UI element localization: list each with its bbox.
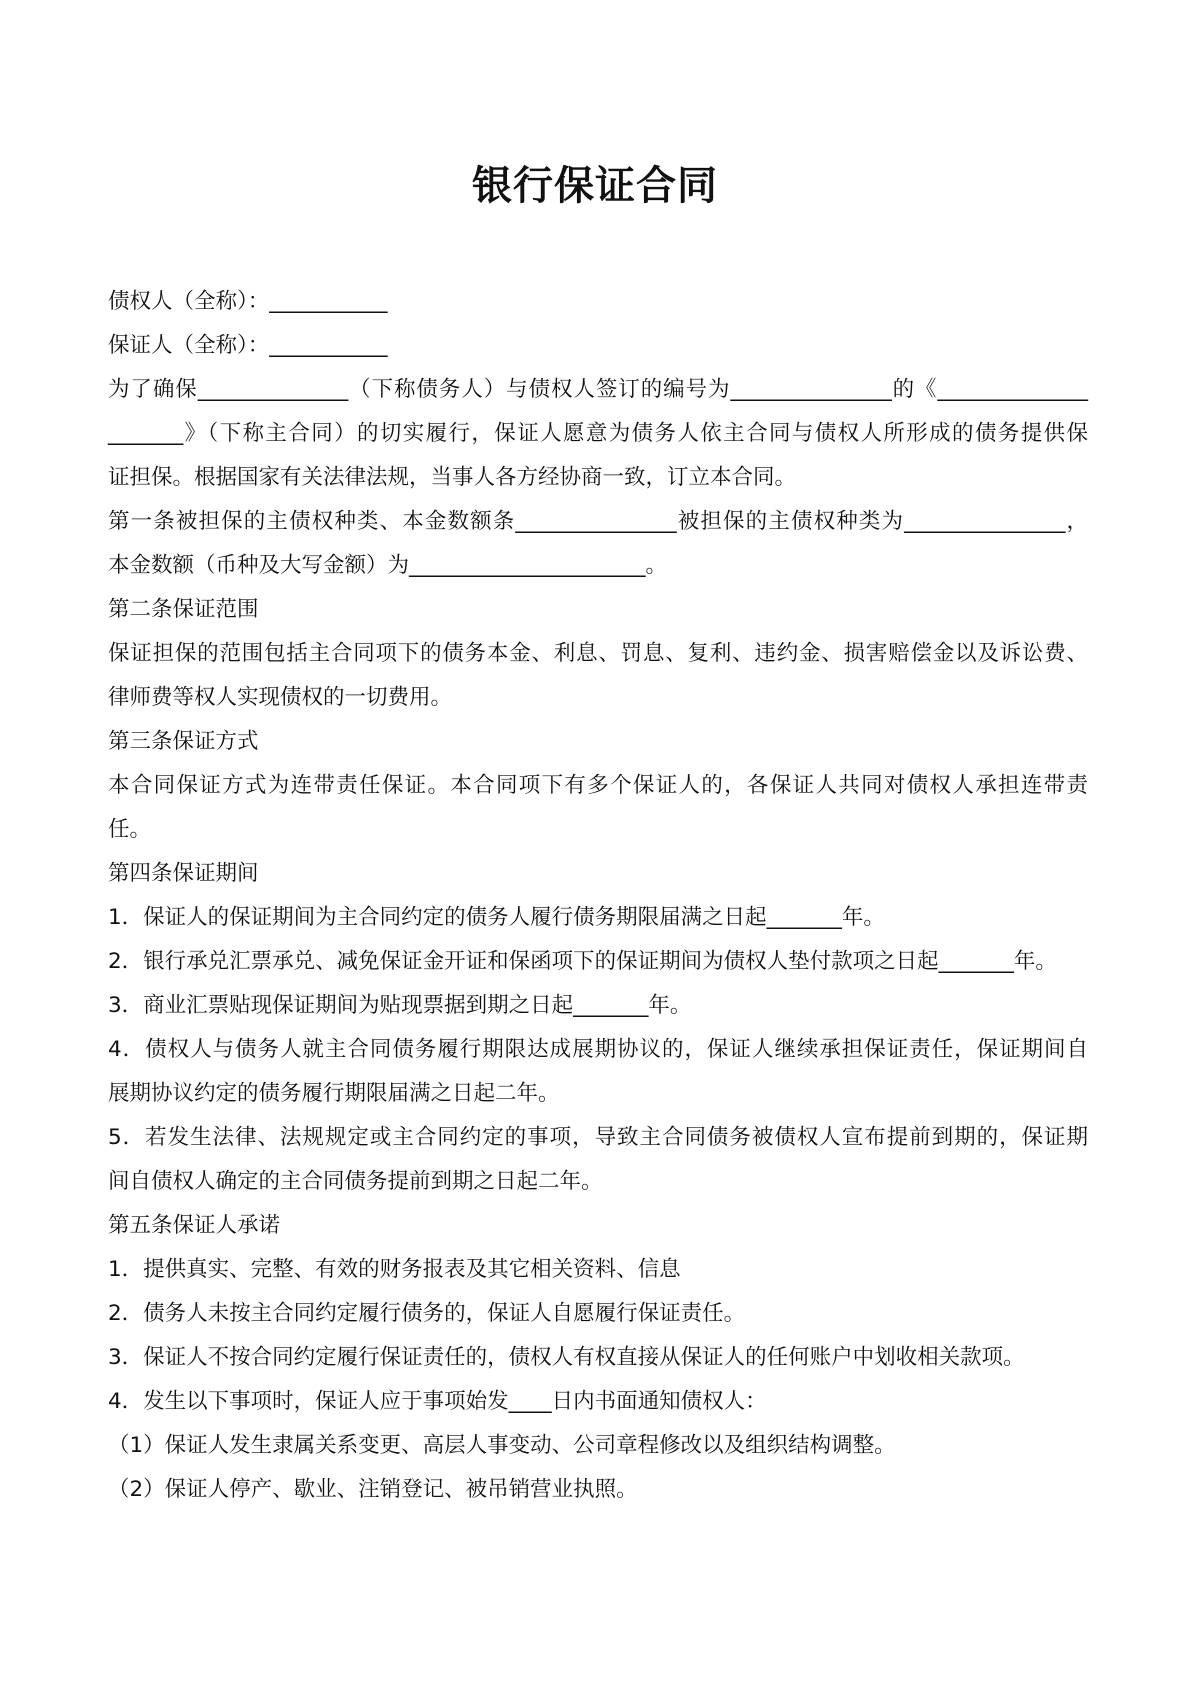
article-5-item: 1．提供真实、完整、有效的财务报表及其它相关资料、信息 (108, 1257, 681, 1282)
article-4-item: 展期协议约定的债务履行期限届满之日起二年。 (108, 1081, 560, 1106)
article-4-item: 5．若发生法律、法规规定或主合同约定的事项，导致主合同债务被债权人宣布提前到期的，保证期 (108, 1125, 1088, 1150)
article-4-item: 间自债权人确定的主合同债务提前到期之日起二年。 (108, 1169, 603, 1194)
article-5-heading: 第五条保证人承诺 (108, 1213, 281, 1238)
article-5-item: 2．债务人未按主合同约定履行债务的，保证人自愿履行保证责任。 (108, 1301, 746, 1326)
article-4-item: 3．商业汇票贴现保证期间为贴现票据到期之日起_______年。 (108, 993, 692, 1018)
article-3-heading: 第三条保证方式 (108, 729, 259, 754)
article-2-line: 保证担保的范围包括主合同项下的债务本金、利息、罚息、复利、违约金、损害赔偿金以及诉讼费、 (108, 641, 1088, 666)
article-2-heading: 第二条保证范围 (108, 597, 259, 622)
article-1-line: 本金数额（币种及大写金额）为______________________。 (108, 553, 668, 578)
guarantor-name-line: 保证人（全称）：___________ (108, 333, 388, 358)
document-body (108, 280, 1088, 1512)
article-3-line: 任。 (108, 817, 152, 842)
article-5-subitem: （2）保证人停产、歇业、注销登记、被吊销营业执照。 (108, 1477, 638, 1502)
article-4-item: 2．银行承兑汇票承兑、减免保证金开证和保函项下的保证期间为债权人垫付款项之日起_______年。 (108, 949, 1057, 974)
article-4-item: 1．保证人的保证期间为主合同约定的债务人履行债务期限届满之日起_______年。 (108, 905, 885, 930)
article-5-item: 4．发生以下事项时，保证人应于事项始发____日内书面通知债权人： (108, 1389, 767, 1414)
article-1-line: 第一条被担保的主债权种类、本金数额条_______________被担保的主债权种类为_______________， (108, 509, 1088, 534)
article-5-item: 3．保证人不按合同约定履行保证责任的，债权人有权直接从保证人的任何账户中划收相关款项。 (108, 1345, 1025, 1370)
article-5-subitem: （1）保证人发生隶属关系变更、高层人事变动、公司章程修改以及组织结构调整。 (108, 1433, 896, 1458)
article-4-item: 4．债权人与债务人就主合同债务履行期限达成展期协议的，保证人继续承担保证责任，保证期间自 (108, 1037, 1088, 1062)
article-4-heading: 第四条保证期间 (108, 861, 259, 886)
preamble-line: 证担保。根据国家有关法律法规，当事人各方经协商一致，订立本合同。 (108, 465, 797, 490)
creditor-name-line: 债权人（全称）：___________ (108, 289, 388, 314)
preamble-line: _______》（下称主合同）的切实履行，保证人愿意为债务人依主合同与债权人所形成的债务提供保 (108, 421, 1088, 446)
article-2-line: 律师费等权人实现债权的一切费用。 (108, 685, 453, 710)
document-title: 银行保证合同 (472, 163, 718, 209)
article-3-line: 本合同保证方式为连带责任保证。本合同项下有多个保证人的，各保证人共同对债权人承担连带责 (108, 773, 1088, 798)
preamble-line: 为了确保______________（下称债务人）与债权人签订的编号为_______________的《______________ (108, 377, 1088, 402)
